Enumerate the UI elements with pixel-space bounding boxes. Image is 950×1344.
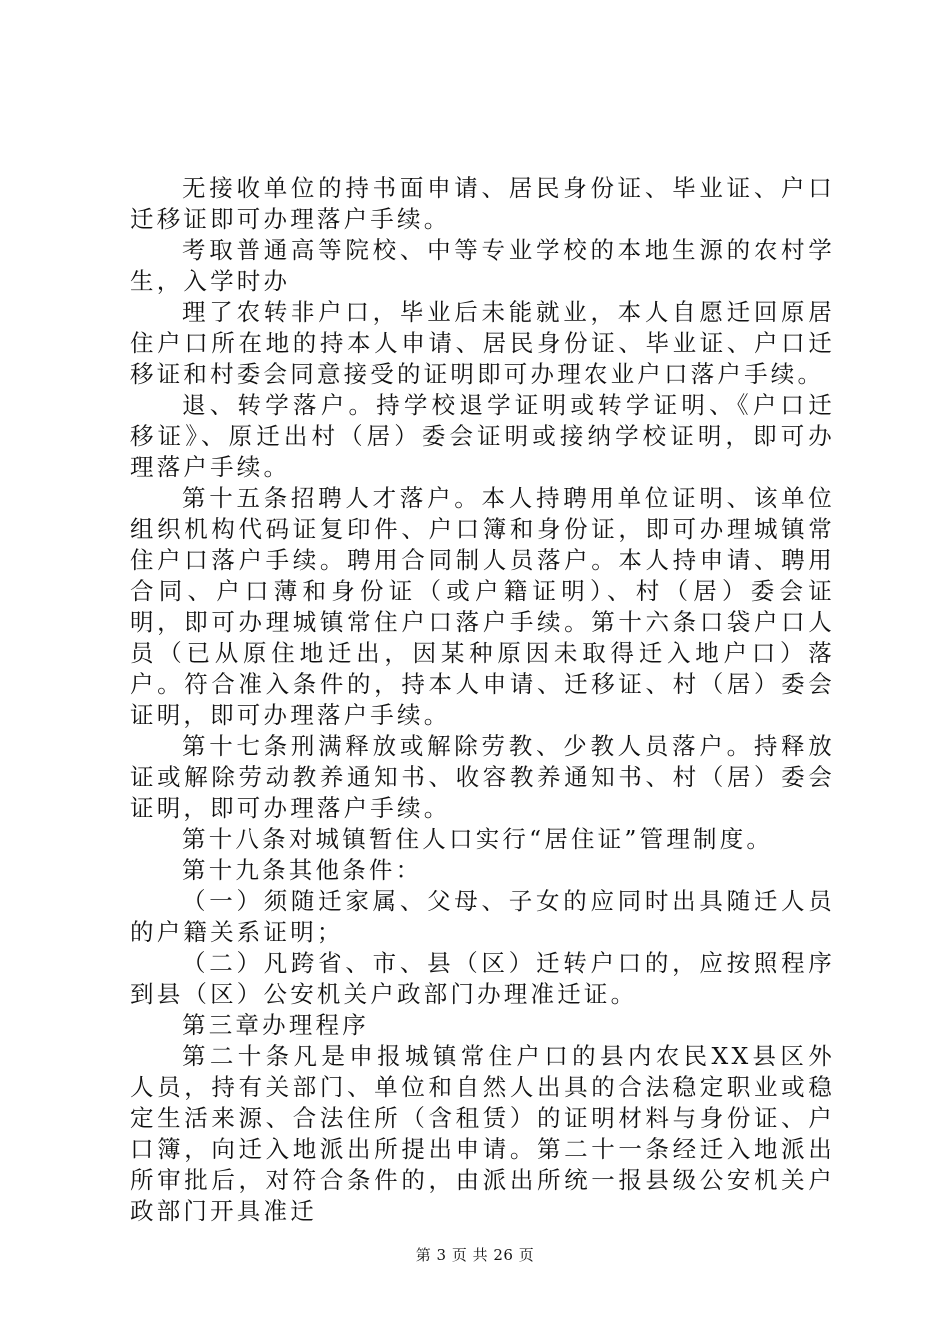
paragraph: （一）须随迁家属、父母、子女的应同时出具随迁人员的户籍关系证明；: [130, 887, 835, 946]
chapter-heading: 第三章办理程序: [182, 1011, 369, 1039]
paragraph: 第十七条刑满释放或解除劳教、少教人员落户。持释放证或解除劳动教养通知书、收容教养通知书、村（居）委会证明，即可办理落户手续。: [130, 732, 835, 822]
paragraph: 第二十条凡是申报城镇常住户口的县内农民XX县区外人员，持有关部门、单位和自然人出具的合法稳定职业或稳定生活来源、合法住所（含租赁）的证明材料与身份证、户口簿，向迁入地派出所提出申请。第二十一条经迁入地派出所审批后，对符合条件的，由派出所统一报县级公安机关户政部门开具准迁: [130, 1042, 835, 1225]
paragraph: 第十九条其他条件：: [182, 856, 423, 884]
paragraph: 退、转学落户。持学校退学证明或转学证明、《户口迁移证》、原迁出村（居）委会证明或接纳学校证明，即可办理落户手续。: [130, 391, 835, 481]
paragraph: 第十五条招聘人才落户。本人持聘用单位证明、该单位组织机构代码证复印件、户口簿和身份证，即可办理城镇常住户口落户手续。聘用合同制人员落户。本人持申请、聘用合同、户口薄和身份证（或户籍证明）、村（居）委会证明，即可办理城镇常住户口落户手续。第十六条口袋户口人员（已从原住地迁出，因某种原因未取得迁入地户口）落户。符合准入条件的，持本人申请、迁移证、村（居）委会证明，即可办理落户手续。: [130, 484, 835, 729]
paragraph: 考取普通高等院校、中等专业学校的本地生源的农村学生，入学时办: [130, 236, 835, 295]
paragraph: 无接收单位的持书面申请、居民身份证、毕业证、户口迁移证即可办理落户手续。: [130, 174, 835, 233]
page-footer: 第 3 页 共 26 页: [415, 1246, 535, 1264]
paragraph: 第十八条对城镇暂住人口实行“居住证”管理制度。: [182, 825, 774, 853]
paragraph: （二）凡跨省、市、县（区）迁转户口的，应按照程序到县（区）公安机关户政部门办理准迁证。: [130, 949, 835, 1008]
document-body: [130, 173, 835, 1227]
paragraph: 理了农转非户口，毕业后未能就业，本人自愿迁回原居住户口所在地的持本人申请、居民身份证、毕业证、户口迁移证和村委会同意接受的证明即可办理农业户口落户手续。: [130, 298, 835, 388]
